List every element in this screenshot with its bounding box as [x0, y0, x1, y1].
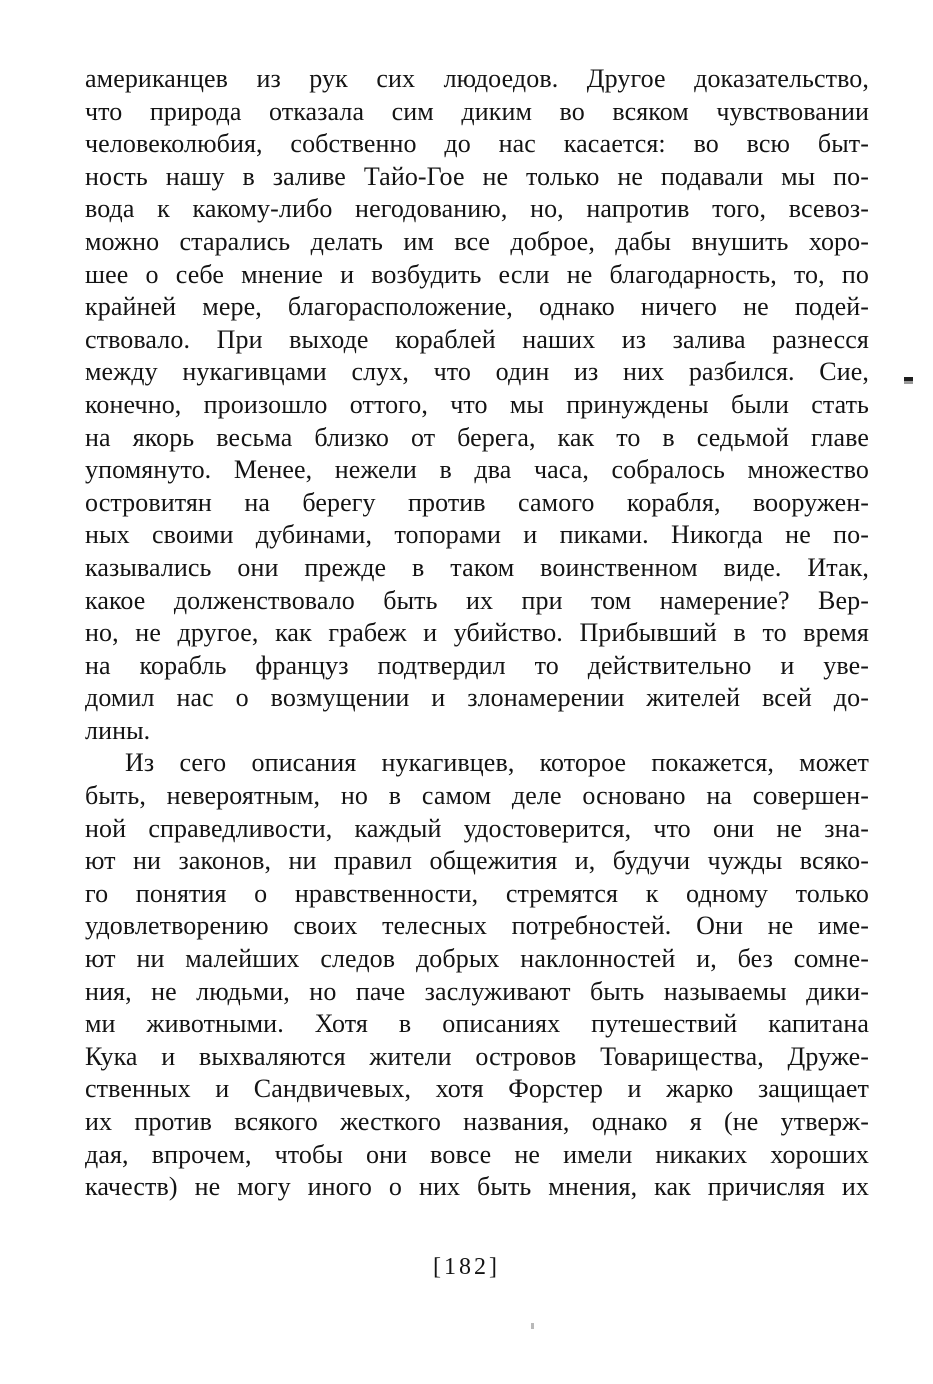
paragraph [85, 63, 869, 747]
text-line: конечно, произошло оттого, что мы принуждены были стать [85, 389, 869, 419]
text-line: вода к какому-либо негодованию, но, напротив того, всевоз- [85, 194, 869, 224]
text-line: шее о себе мнение и возбудить если не благодарность, то, по [85, 259, 869, 289]
scan-artifact-speck [904, 377, 913, 384]
text-line: что природа отказала сим диким во всяком чувствовании [85, 96, 869, 126]
text-line: ют ни малейших следов добрых наклонностей и, без сомне- [85, 944, 869, 974]
text-line: казывались они прежде в таком воинственном виде. Итак, [85, 552, 869, 582]
text-line: удовлетворению своих телесных потребностей. Они не име- [85, 911, 869, 941]
text-line: американцев из рук сих людоедов. Другое доказательство, [85, 64, 869, 93]
text-line: человеколюбия, собственно до нас касается: во всю быт- [85, 129, 869, 159]
scan-artifact-speck [531, 1323, 534, 1329]
text-line: между нукагивцами слух, что один из них разбился. Сие, [85, 357, 869, 387]
text-line: ствовало. При выходе кораблей наших из залива разнесся [85, 324, 869, 354]
text-line: крайней мере, благорасположение, однако ничего не подей- [85, 292, 869, 322]
text-line: ных своими дубинами, топорами и пиками. Никогда не по- [85, 520, 869, 550]
text-line: Кука и выхваляются жители островов Товарищества, Друже- [85, 1041, 869, 1071]
text-line: упомянуто. Менее, нежели в два часа, собралось множество [85, 455, 869, 485]
text-line: лины. [85, 715, 151, 745]
text-line: но, не другое, как грабеж и убийство. Прибывший в то время [85, 618, 869, 648]
text-line: дая, впрочем, чтобы они вовсе не имели никаких хороших [85, 1139, 869, 1169]
text-line: ют ни законов, ни правил общежития и, будучи чужды всяко- [85, 846, 869, 876]
paragraph [85, 747, 869, 1203]
page-text [85, 63, 869, 1204]
text-line: быть, невероятным, но в самом деле основано на совершен- [85, 781, 869, 811]
text-line: островитян на берегу против самого корабля, вооружен- [85, 487, 869, 517]
text-line: можно старались делать им все доброе, дабы внушить хоро- [85, 226, 869, 256]
text-line: ния, не людьми, но паче заслуживают быть называемы дики- [85, 976, 869, 1006]
text-line: ной справедливости, каждый удостоверится, что они не зна- [85, 813, 869, 843]
text-line: качеств) не могу иного о них быть мнения, как причисляя их [85, 1172, 869, 1202]
text-line: на корабль француз подтвердил то действительно и уве- [85, 650, 869, 680]
text-line: их против всякого жесткого названия, однако я (не утверж- [85, 1107, 869, 1136]
text-line: го понятия о нравственности, стремятся к одному только [85, 878, 869, 908]
text-line: Из сего описания нукагивцев, которое покажется, может [125, 748, 869, 778]
text-line: ми животными. Хотя в описаниях путешествий капитана [85, 1009, 869, 1039]
page-number: [182] [433, 1254, 500, 1280]
text-line: какое долженствовало быть их при том намерение? Вер- [85, 585, 869, 615]
text-line: ственных и Сандвичевых, хотя Форстер и жарко защищает [85, 1074, 869, 1104]
text-line: на якорь весьма близко от берега, как то в седьмой главе [85, 422, 869, 452]
text-line: ность нашу в заливе Тайо-Гое не только не подавали мы по- [85, 161, 869, 191]
text-line: домил нас о возмущении и злонамерении жителей всей до- [85, 683, 869, 713]
